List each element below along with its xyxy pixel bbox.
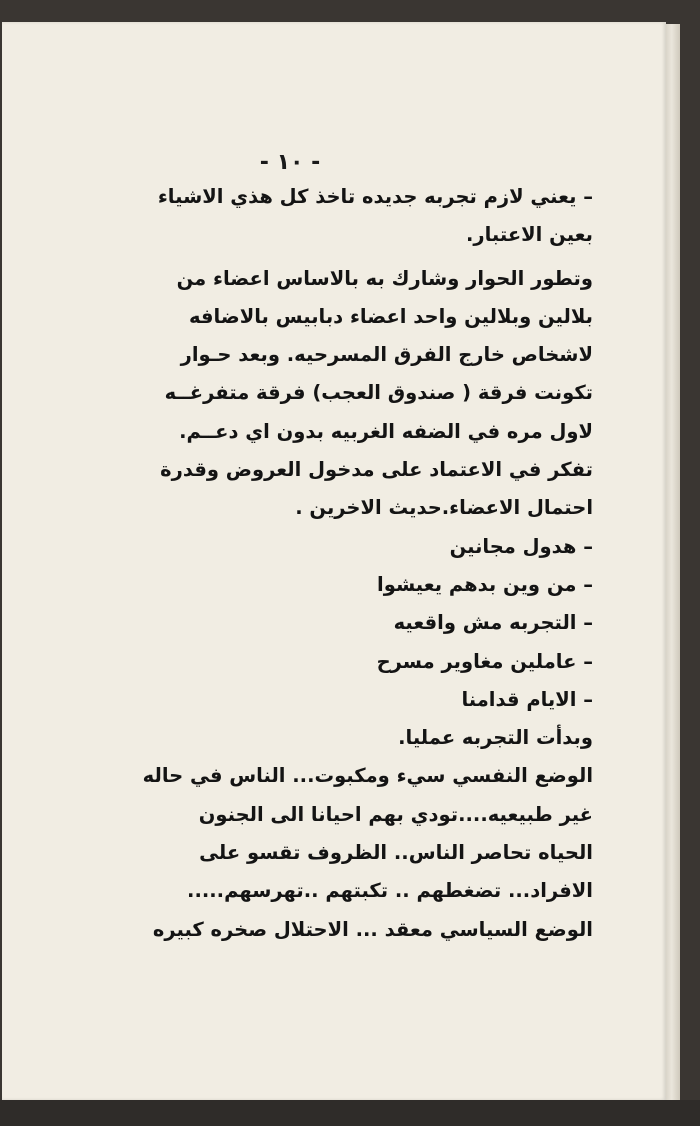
- text-line: – يعني لازم تجربه جديده تاخذ كل هذي الاشياء: [157, 185, 593, 208]
- text-line: لاول مره في الضفه الغربيه بدون اي دعــم.: [179, 419, 593, 443]
- page-body-text: [60, 178, 593, 949]
- text-line: وتطور الحوار وشارك به بالاساس اعضاء من: [176, 266, 593, 290]
- text-line: تفكر في الاعتماد على مدخول العروض وقدرة: [160, 458, 593, 482]
- text-line: بعين الاعتبار.: [465, 223, 593, 247]
- text-line: لاشخاص خارج الفرق المسرحيه. وبعد حـوار: [180, 343, 593, 367]
- text-line: – عاملين مغاوير مسرح: [376, 649, 593, 673]
- text-line: الوضع النفسي سيء ومكبوت... الناس في حاله: [142, 764, 593, 788]
- text-line: احتمال الاعضاء.حديث الاخرين .: [295, 496, 593, 520]
- text-line: بلالين وبلالين واحد اعضاء دبابيس بالاضافه: [188, 304, 593, 328]
- text-line: تكونت فرقة ( صندوق العجب) فرقة متفرغــه: [164, 381, 593, 405]
- text-line: – هدول مجانين: [449, 534, 593, 558]
- text-line: – التجربه مش واقعيه: [393, 611, 593, 635]
- page-edge: [666, 24, 680, 1102]
- text-line: – من وين بدهم يعيشوا: [377, 572, 593, 596]
- text-line: وبدأت التجربه عمليا.: [398, 726, 593, 750]
- text-line: – الايام قدامنا: [461, 687, 593, 711]
- text-line: الحياه تحاصر الناس.. الظروف تقسو على: [199, 841, 593, 865]
- text-line: الوضع السياسي معقد ... الاحتلال صخره كبيره: [152, 917, 593, 941]
- scan-background: [0, 1100, 700, 1126]
- page-number: - ١٠ -: [259, 150, 321, 175]
- text-line: الافراد... تضغطهم .. تكبتهم ..تهرسهم.....: [187, 879, 593, 903]
- text-line: غير طبيعيه....تودي بهم احيانا الى الجنون: [198, 802, 593, 826]
